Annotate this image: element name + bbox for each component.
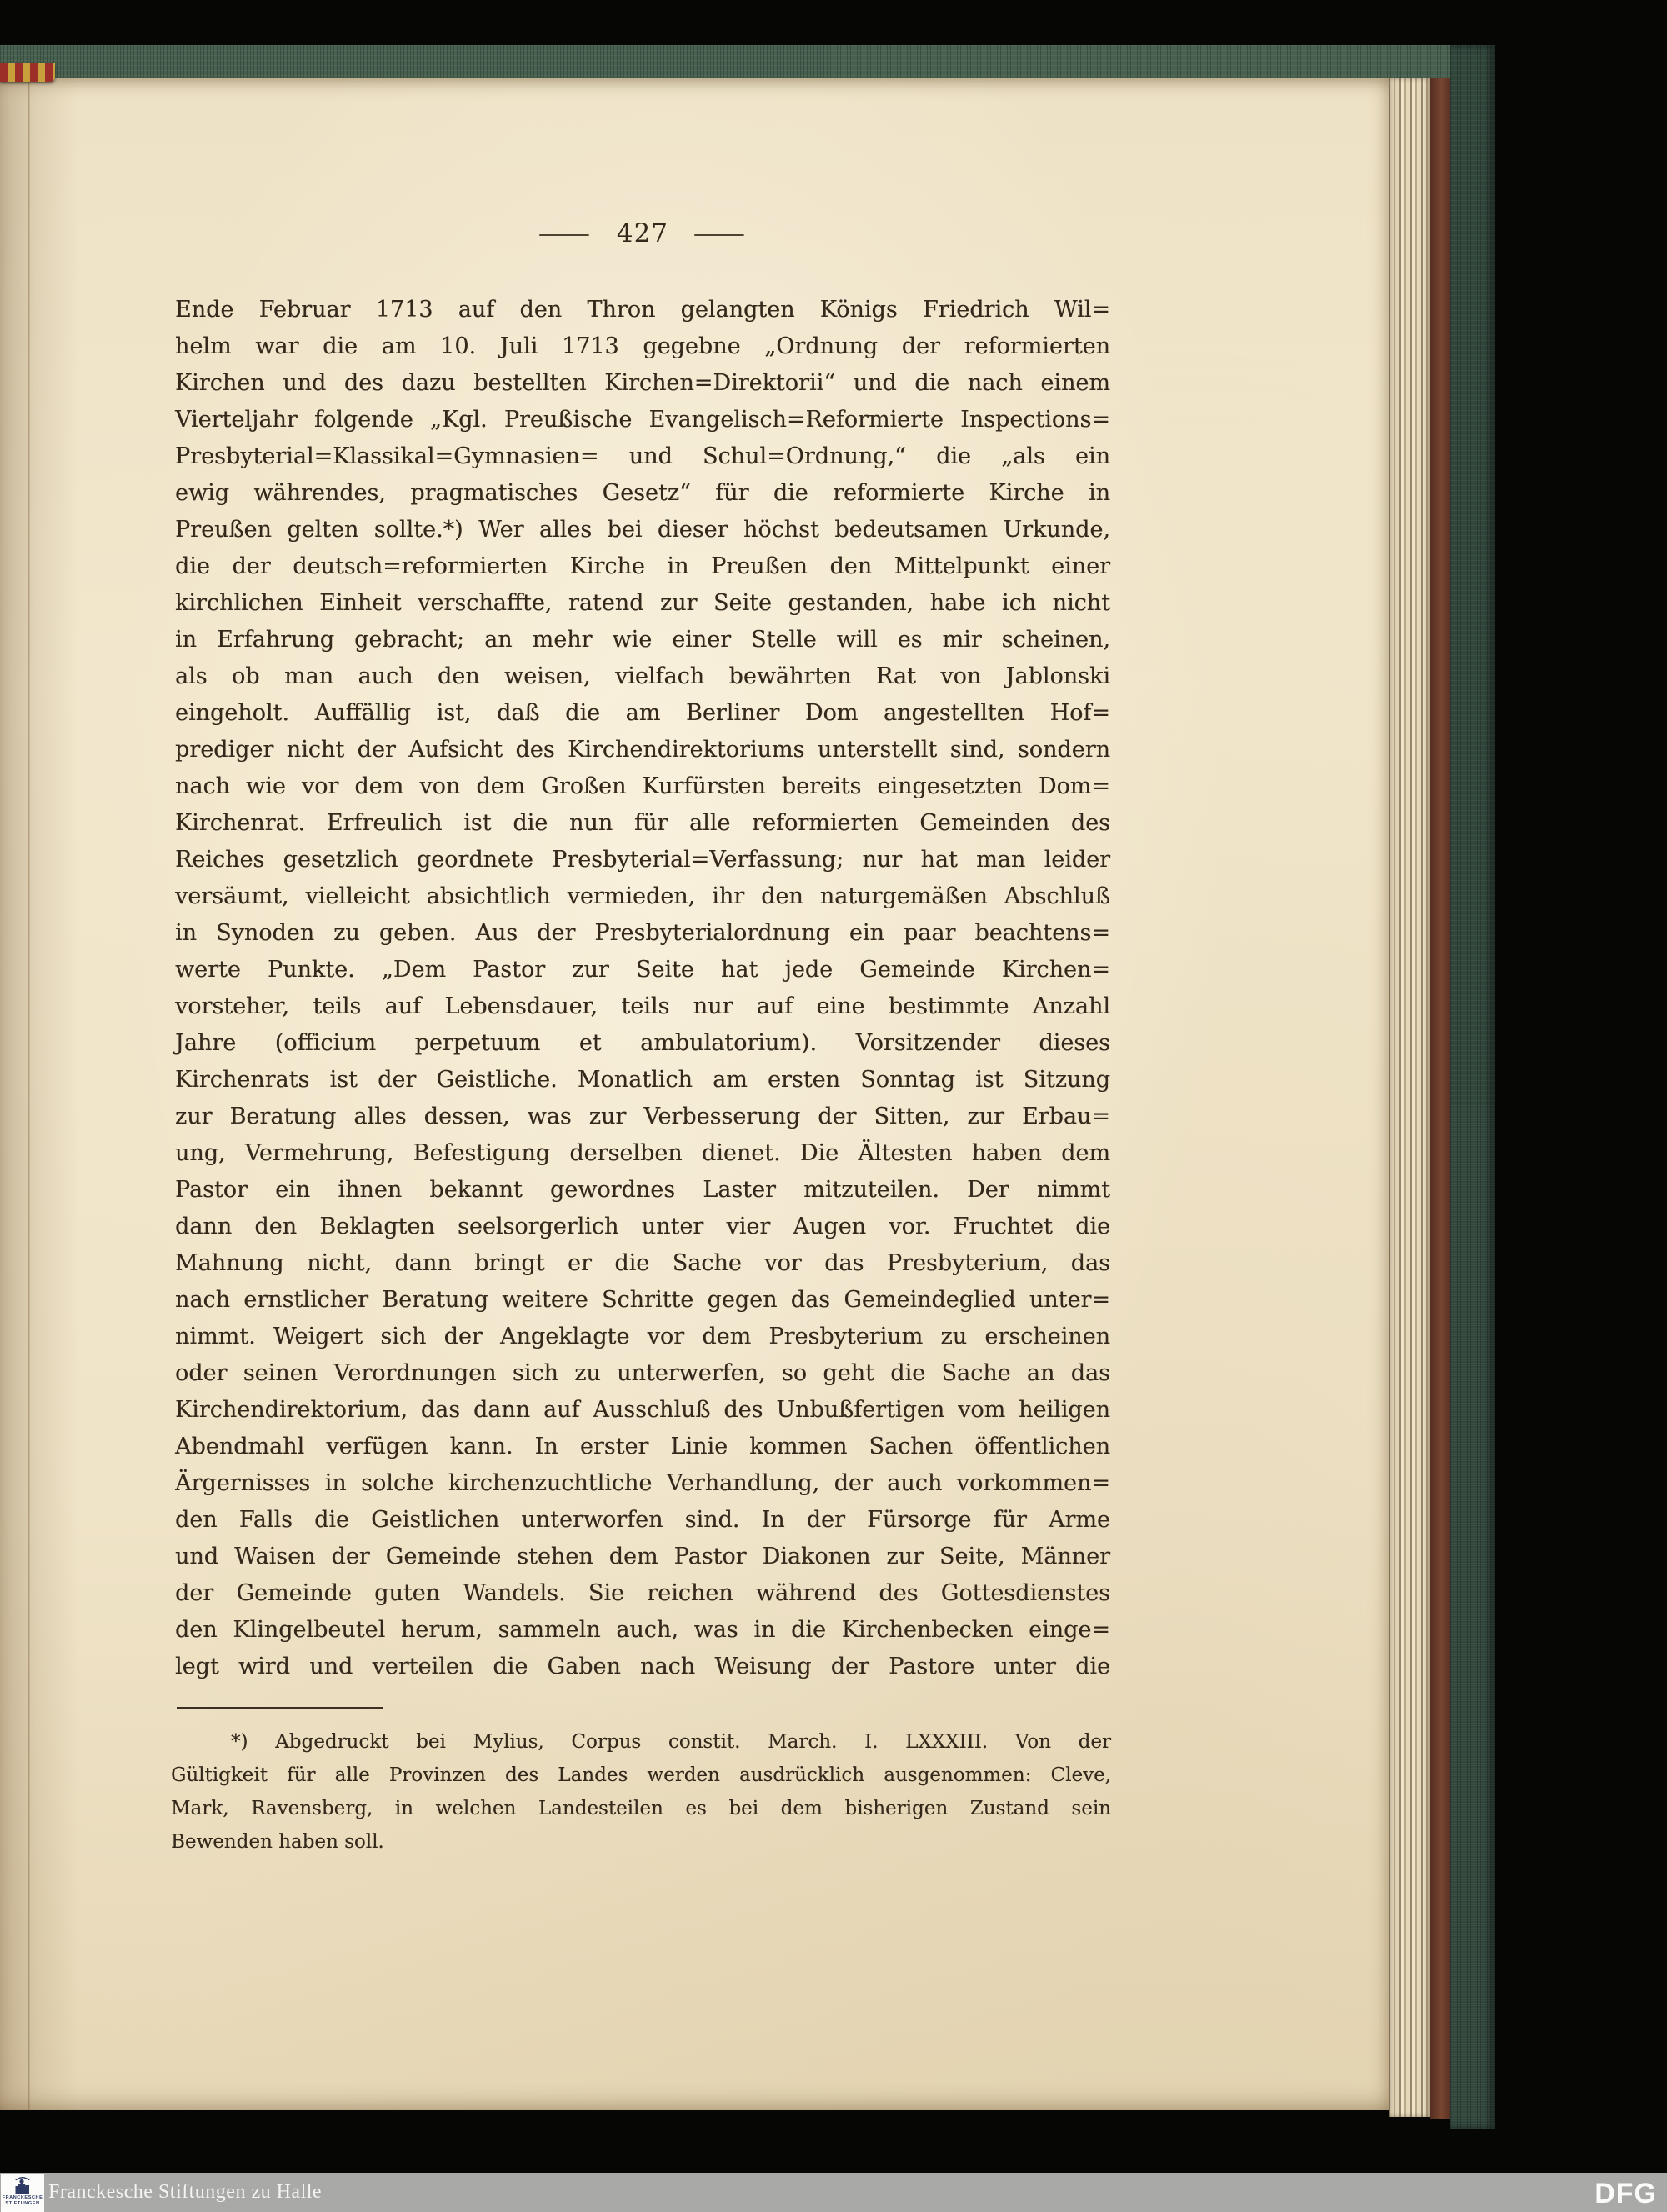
- text-line: Kirchenrats ist der Geistliche. Monatlich am ersten Sonntag ist Sitzung: [175, 1067, 1110, 1093]
- text-line: Jahre (officium perpetuum et ambulatorium). Vorsitzender dieses: [175, 1030, 1110, 1056]
- page-header: [175, 217, 1110, 250]
- text-line: als ob man auch den weisen, vielfach bewährten Rat von Jablonski: [175, 663, 1110, 689]
- text-line: Ende Februar 1713 auf den Thron gelangten Königs Friedrich Wil=: [175, 297, 1110, 323]
- text-line: Vierteljahr folgende „Kgl. Preußische Evangelisch=Reformierte Inspections=: [175, 407, 1110, 433]
- text-line: legt wird und verteilen die Gaben nach Weisung der Pastore unter die: [175, 1654, 1110, 1679]
- text-line: Kirchendirektorium, das dann auf Ausschluß des Unbußfertigen vom heiligen: [175, 1397, 1110, 1423]
- text-line: und Waisen der Gemeinde stehen dem Pastor Diakonen zur Seite, Männer: [175, 1544, 1110, 1569]
- page-number: 427: [616, 218, 669, 248]
- text-line: dann den Beklagten seelsorgerlich unter vier Augen vor. Fruchtet die: [175, 1214, 1110, 1239]
- footnote: [171, 1725, 1111, 1859]
- text-line: ung, Vermehrung, Befestigung derselben dienet. Die Ältesten haben dem: [175, 1140, 1110, 1166]
- text-line: die der deutsch=reformierten Kirche in Preußen den Mittelpunkt einer: [175, 553, 1110, 579]
- institution-label: Franckesche Stiftungen zu Halle: [48, 2181, 323, 2203]
- text-line: Kirchen und des dazu bestellten Kirchen=Direktorii“ und die nach einem: [175, 370, 1110, 396]
- book-page: [0, 78, 1389, 2110]
- gutter-fold-line: [28, 78, 30, 2110]
- text-line: den Falls die Geistlichen unterworfen sind. In der Fürsorge für Arme: [175, 1507, 1110, 1533]
- spine-headband: [0, 63, 55, 82]
- text-line: oder seinen Verordnungen sich zu unterwerfen, so geht die Sache an das: [175, 1360, 1110, 1386]
- text-line: den Klingelbeutel herum, sammeln auch, was in die Kirchenbecken einge=: [175, 1617, 1110, 1643]
- cover-inner-maroon-edge: [1430, 78, 1450, 2119]
- book-cover-top-edge: [0, 45, 1495, 80]
- text-line: der Gemeinde guten Wandels. Sie reichen während des Gottesdienstes: [175, 1580, 1110, 1606]
- text-line: nach wie vor dem von dem Großen Kurfürsten bereits eingesetzten Dom=: [175, 773, 1110, 799]
- text-line: Abendmahl verfügen kann. In erster Linie kommen Sachen öffentlichen: [175, 1434, 1110, 1459]
- text-line: nach ernstlicher Beratung weitere Schritte gegen das Gemeindeglied unter=: [175, 1287, 1110, 1313]
- text-line: prediger nicht der Aufsicht des Kirchendirektoriums unterstellt sind, sondern: [175, 737, 1110, 763]
- book-cover-right-edge: [1450, 45, 1495, 2129]
- text-line: Kirchenrat. Erfreulich ist die nun für alle reformierten Gemeinden des: [175, 810, 1110, 836]
- text-line: Pastor ein ihnen bekannt gewordnes Laster mitzuteilen. Der nimmt: [175, 1177, 1110, 1203]
- text-line: Presbyterial=Klassikal=Gymnasien= und Schul=Ordnung,“ die „als ein: [175, 443, 1110, 469]
- text-line: werte Punkte. „Dem Pastor zur Seite hat jede Gemeinde Kirchen=: [175, 957, 1110, 983]
- franckesche-logo: [1, 2174, 44, 2212]
- text-line: in Erfahrung gebracht; an mehr wie einer Stelle will es mir scheinen,: [175, 627, 1110, 653]
- text-line: Ärgernisses in solche kirchenzuchtliche Verhandlung, der auch vorkommen=: [175, 1470, 1110, 1496]
- footnote-line: Gültigkeit für alle Provinzen des Landes werden ausdrücklich ausgenommen: Cleve,: [171, 1764, 1111, 1786]
- text-line: nimmt. Weigert sich der Angeklagte vor dem Presbyterium zu erscheinen: [175, 1324, 1110, 1349]
- gutter-shadow: [0, 78, 79, 2110]
- text-line: ewig währendes, pragmatisches Gesetz“ für die reformierte Kirche in: [175, 480, 1110, 506]
- footnote-line: *) Abgedruckt bei Mylius, Corpus constit. March. I. LXXXIII. Von der: [231, 1731, 1111, 1753]
- text-line: in Synoden zu geben. Aus der Presbyterialordnung ein paar beachtens=: [175, 920, 1110, 946]
- text-line: Preußen gelten sollte.*) Wer alles bei dieser höchst bedeutsamen Urkunde,: [175, 517, 1110, 543]
- body-text: [175, 292, 1110, 1685]
- page-fore-edge-stack: [1389, 78, 1430, 2117]
- text-line: Reiches gesetzlich geordnete Presbyterial=Verfassung; nur hat man leider: [175, 847, 1110, 873]
- text-line: kirchlichen Einheit verschaffte, ratend zur Seite gestanden, habe ich nicht: [175, 590, 1110, 616]
- footer-bar: [0, 2173, 1667, 2212]
- dfg-logo: DFG: [1594, 2178, 1657, 2209]
- logo-caption-line1: FRANCKESCHE: [2, 2195, 43, 2200]
- text-line: vorsteher, teils auf Lebensdauer, teils nur auf eine bestimmte Anzahl: [175, 993, 1110, 1019]
- header-dash-left: —: [537, 218, 593, 248]
- footnote-rule: [177, 1707, 383, 1709]
- header-dash-right: —: [692, 218, 748, 248]
- text-line: zur Beratung alles dessen, was zur Verbesserung der Sitten, zur Erbau=: [175, 1103, 1110, 1129]
- footnote-line: Mark, Ravensberg, in welchen Landesteilen es bei dem bisherigen Zustand sein: [171, 1798, 1111, 1819]
- francke-monument-icon: [10, 2174, 35, 2195]
- text-line: eingeholt. Auffällig ist, daß die am Berliner Dom angestellten Hof=: [175, 700, 1110, 726]
- logo-caption-line2: STIFTUNGEN: [5, 2200, 40, 2206]
- footnote-line: Bewenden haben soll.: [171, 1831, 384, 1853]
- text-line: versäumt, vielleicht absichtlich vermieden, ihr den naturgemäßen Abschluß: [175, 883, 1110, 909]
- text-line: Mahnung nicht, dann bringt er die Sache vor das Presbyterium, das: [175, 1250, 1110, 1276]
- text-line: helm war die am 10. Juli 1713 gegebne „Ordnung der reformierten: [175, 333, 1110, 359]
